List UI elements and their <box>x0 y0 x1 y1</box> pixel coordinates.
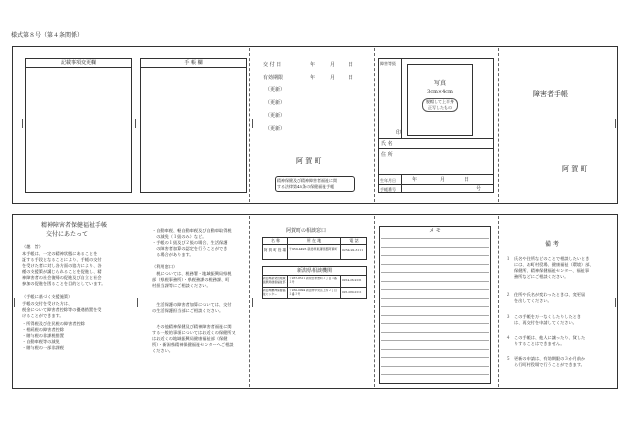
note-number: ２ <box>506 292 511 297</box>
table-cell: 新潟県精神保健福祉センター <box>263 289 286 296</box>
notebook-header: 手 帳 欄 <box>184 60 203 66</box>
middle-line: する一般的事項についてはお近くの保健所又 <box>152 330 236 335</box>
table-cell: 〒950-0994 新潟市中央区上所２丁目２番３号 <box>289 289 337 296</box>
fold-mark <box>14 298 15 307</box>
support-heading: （手帳に基づく支援施策） <box>22 294 73 299</box>
fold-line <box>374 48 375 202</box>
support-bullet: ・所得税及び住民税の障害者控除 <box>22 321 85 326</box>
birth-month-unit: 月 <box>440 177 446 183</box>
middle-line: の障害者加算の認定を行うことができ <box>152 246 228 251</box>
middle-line: ください。 <box>152 348 173 353</box>
table-cell: 〒959-4495 新潟県東蒲原郡阿賀町 <box>289 247 338 251</box>
note-line: この手帳を万一なくしたりしたとき <box>514 314 582 319</box>
memo-rule <box>381 306 489 307</box>
table-cell: 〒957-8511 新発田市豊町３丁目３番２号 <box>289 277 337 284</box>
intro-line: 本手帳は、一定の精神状態にあることを <box>22 251 98 256</box>
divider <box>25 67 132 68</box>
renewal-label: （更新） <box>265 126 286 132</box>
support-line: 税金について障害者控除等の優遇措置を受 <box>22 307 102 312</box>
table-cell: 0254-92-3111 <box>342 248 364 252</box>
name-label: 氏 名 <box>381 141 393 147</box>
expiry-month-unit: 月 <box>330 75 336 81</box>
fold-mark <box>252 119 253 128</box>
issue-month-unit: 月 <box>330 62 336 68</box>
memo-rule <box>381 289 489 290</box>
number-unit: 号 <box>476 186 482 192</box>
divider <box>401 58 402 138</box>
middle-line: 村担当課等にご相談ください。 <box>152 283 211 288</box>
photo-size: 3cm×4cm <box>427 89 453 95</box>
divider <box>287 275 288 299</box>
divider <box>378 148 494 149</box>
memo-box <box>379 226 491 384</box>
middle-line: 税については、税務署・地域振興局県税 <box>152 271 232 276</box>
divider <box>378 174 494 175</box>
fold-line <box>249 216 250 387</box>
issuer-name: 阿 賀 町 <box>296 157 322 165</box>
note-line: 保健所、精神保健福祉センター、福祉事 <box>514 268 590 273</box>
middle-line: 部（県税事務所）・県税務課の税務課、町 <box>152 277 230 282</box>
support-bullet: ・贈与税の非課税措置 <box>22 333 64 338</box>
fold-line <box>498 48 499 202</box>
expiry-day-unit: 日 <box>348 75 354 81</box>
intro-heading: （趣 旨） <box>22 244 43 249</box>
table-cell: 阿 賀 町 役 場 <box>264 248 286 252</box>
middle-line: の生活保護担当部にご相談ください。 <box>152 308 224 313</box>
intro-title: 精神障害者保健福祉手帳 <box>41 222 108 229</box>
table-cell: 025-280-0111 <box>342 290 362 294</box>
number-label: 手帳番号 <box>380 187 396 192</box>
intro-line: 証する手段となることにより、手帳の交付 <box>22 257 102 262</box>
notebook-box <box>140 58 247 193</box>
memo-rule <box>381 340 489 341</box>
divider <box>262 287 367 288</box>
note-line: 氏名や住所などのことで相談したいとき <box>514 256 590 261</box>
records-change-header: 記載事項変更欄 <box>60 60 96 66</box>
legal-basis-line1: 精神保健及び精神障害者福祉に関 <box>277 178 337 183</box>
issue-year-unit: 年 <box>310 62 316 68</box>
expiry-year-unit: 年 <box>310 75 316 81</box>
fold-mark <box>135 119 136 128</box>
support-bullet: ・自動車税等の減免 <box>22 339 60 344</box>
middle-line: 所）・新潟県精神保健福祉センターへご相談 <box>152 342 234 347</box>
note-number: ４ <box>506 335 511 340</box>
memo-rule <box>381 323 489 324</box>
middle-line: その他精神保健及び精神障害者福祉に関 <box>152 324 232 329</box>
note-line: 住所や氏名が変わったときは、変更届 <box>514 292 586 297</box>
notes-title: 備 考 <box>545 241 559 248</box>
expiry-date-label: 有効期限 <box>263 75 284 81</box>
divider <box>262 275 367 276</box>
consult-title: 阿賀町の相談窓口 <box>286 228 327 234</box>
middle-line: の減免（１級のみ）など。 <box>152 234 207 239</box>
birth-day-unit: 日 <box>464 177 470 183</box>
memo-rule <box>381 349 489 350</box>
intro-line: 参加の促進を図ることを目的としています。 <box>22 281 106 286</box>
note-line: 更新の申請は、有効期限の３か月前か <box>514 356 586 361</box>
birth-date-label: 生年月日 <box>380 178 396 183</box>
table-cell: 新潟県新発田地域振興局健康福祉部 <box>263 277 286 284</box>
fold-mark <box>22 119 23 128</box>
issue-date-label: 交 付 日 <box>263 62 282 68</box>
memo-rule <box>381 315 489 316</box>
table-header: 名 称 <box>270 238 281 243</box>
fold-mark <box>615 298 616 307</box>
note-number: １ <box>506 256 511 261</box>
fold-mark <box>252 298 253 307</box>
memo-rule <box>381 247 489 248</box>
middle-line: 生活保護の障害者加算については、交付 <box>152 302 232 307</box>
records-change-box <box>25 58 132 193</box>
renewal-label: （更新） <box>265 87 286 93</box>
birth-year-unit: 年 <box>412 177 418 183</box>
support-line: けることができます。 <box>22 313 64 318</box>
memo-rule <box>381 281 489 282</box>
divider <box>140 67 247 68</box>
fold-mark <box>615 119 616 128</box>
intro-line: を受けた者に対し各方面の協力により、各 <box>22 263 102 268</box>
fold-line <box>374 216 375 387</box>
table-header: 電 話 <box>349 238 359 243</box>
memo-rule <box>381 272 489 273</box>
memo-rule <box>381 298 489 299</box>
note-line: は、再交付を申請してください。 <box>514 320 577 325</box>
divider <box>378 138 494 139</box>
memo-rule <box>381 374 489 375</box>
support-bullet: ・相続税の障害者控除 <box>22 327 64 332</box>
photo-title: 写真 <box>433 80 446 87</box>
memo-rule <box>381 238 489 239</box>
divider <box>340 275 341 299</box>
support-line: 手帳の交付を受けた方は、 <box>22 301 73 306</box>
table-header: 所 在 地 <box>306 238 322 243</box>
cover-issuer: 阿 賀 町 <box>562 165 588 173</box>
support-bullet: ・贈与税の一部非課税 <box>22 345 64 350</box>
cover-title: 障害者手帳 <box>533 90 568 98</box>
note-number: ３ <box>506 314 511 319</box>
seal-label: 印 <box>396 130 402 136</box>
address-label: 住 所 <box>381 152 393 158</box>
issue-day-unit: 日 <box>348 62 354 68</box>
memo-rule <box>381 264 489 265</box>
memo-rule <box>381 255 489 256</box>
memo-rule <box>381 357 489 358</box>
note-number: ５ <box>506 356 511 361</box>
middle-line: る場合があります。 <box>152 252 194 257</box>
fold-line <box>249 48 250 202</box>
intro-line: 神障害者の社会復帰の促進及び自立と社会 <box>22 275 102 280</box>
memo-title: メ モ <box>429 228 441 234</box>
note-line: には、お町村役場、健康福祉（環境）部、 <box>514 262 594 267</box>
middle-line: ・自動車税、軽自動車税及び自動車取得税 <box>152 228 232 233</box>
disability-grade-label: 障害等級 <box>380 61 396 66</box>
note-line: 務所などにご相談ください。 <box>514 274 569 279</box>
note-line: りすることはできません。 <box>514 341 565 346</box>
renewal-label: （更新） <box>265 100 286 106</box>
photo-note-line1: 脱帽して上半身 <box>426 99 454 104</box>
renewal-label: （更新） <box>265 113 286 119</box>
middle-line: ・手帳の１級及び２級の場合、生活保護 <box>152 240 228 245</box>
photo-note-line2: 正写したもの <box>428 105 452 110</box>
note-line: を出してください。 <box>514 298 552 303</box>
middle-heading: （利用窓口） <box>152 264 178 269</box>
intro-line: 種の支援策が講じられることを促進し、精 <box>22 269 102 274</box>
legal-basis-line2: する法律第45条の保健福祉手帳 <box>277 184 335 189</box>
middle-line: はお近くの地域振興局健康福祉部（保健 <box>152 336 228 341</box>
intro-subtitle: 交付にあたって <box>46 231 89 238</box>
form-title: 様式第８号（第４条関係） <box>11 32 84 39</box>
prefecture-title: 新潟県相談機関 <box>296 268 332 274</box>
memo-rule <box>381 366 489 367</box>
fold-line <box>498 216 499 387</box>
memo-rule <box>381 332 489 333</box>
note-line: この手帳は、他人に譲ったり、貸した <box>514 335 586 340</box>
table-cell: 0254-26-9131 <box>342 278 362 282</box>
divider <box>262 244 367 245</box>
fold-mark <box>137 298 138 307</box>
divider <box>378 184 494 185</box>
note-line: ら行町村役場で行うことができます。 <box>514 362 585 367</box>
